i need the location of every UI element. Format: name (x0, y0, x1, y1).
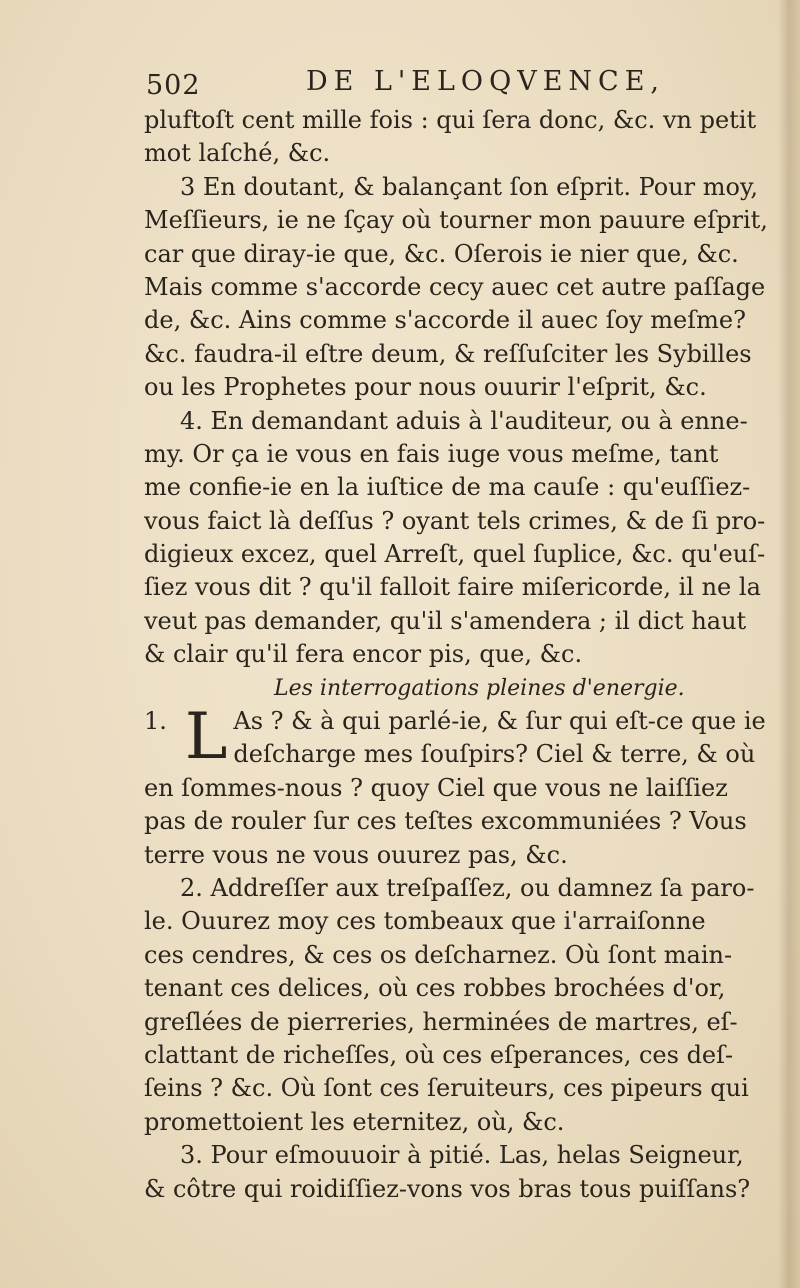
section-heading: Les interrogations pleines d'energie. (274, 675, 685, 701)
text-line: le. Ouurez moy ces tombeaux que i'arraiſonne (144, 907, 706, 936)
drop-cap-letter: L (184, 700, 228, 775)
text-line: mot laſché, &c. (144, 139, 331, 168)
text-line: my. Or ça ie vous en fais iuge vous meſme, tant (144, 439, 719, 468)
text-line: & clair qu'il fera encor pis, que, &c. (144, 640, 583, 669)
text-line: 3 En doutant, & balançant ſon eſprit. Pour moy, (180, 172, 758, 201)
text-line: ſiez vous dit ? qu'il falloit faire miſericorde, il ne la (144, 573, 761, 602)
text-line: clattant de richeſſes, où ces eſperances, ces deſ- (144, 1040, 734, 1069)
text-line: me confie-ie en la iuſtice de ma cauſe : qu'euſſiez- (144, 473, 751, 502)
text-line: 4. En demandant aduis à l'auditeur, ou à enne- (180, 406, 748, 435)
text-line: deſcharge mes ſouſpirs? Ciel & terre, & où (233, 740, 756, 769)
text-line: en ſommes-nous ? quoy Ciel que vous ne laiſſiez (144, 773, 728, 802)
text-line: 3. Pour eſmouuoir à pitié. Las, helas Seigneur, (180, 1141, 744, 1170)
text-line: pas de rouler ſur ces teſtes excommuniées ? Vous (144, 807, 747, 836)
running-title: DE L'ELOQVENCE, (306, 66, 665, 97)
text-line: 2. Addreſſer aux treſpaſſez, ou damnez ſa paro- (180, 874, 755, 902)
text-line: ces cendres, & ces os deſcharnez. Où ſont main- (144, 940, 733, 969)
text-line: Meſſieurs, ie ne ſçay où tourner mon pauure eſprit, (144, 206, 768, 235)
text-line: &c. faudra-il eſtre deum, & reſſuſciter les Sybilles (144, 339, 752, 368)
running-header (146, 66, 706, 104)
text-line: Mais comme s'accorde cecy auec cet autre paſſage (144, 272, 766, 301)
text-line: As ? & à qui parlé-ie, & ſur qui eſt-ce que ie (233, 707, 766, 736)
text-line: pluftoſt cent mille fois : qui ſera donc, &c. vn petit (144, 106, 757, 134)
page-number: 502 (146, 70, 201, 101)
text-line: vous faict là deſſus ? oyant tels crimes, & de ſi pro- (144, 506, 766, 535)
text-line: ſeins ? &c. Où ſont ces ſeruiteurs, ces pipeurs qui (144, 1074, 749, 1103)
text-line: veut pas demander, qu'il s'amendera ; il dict haut (144, 606, 747, 635)
paragraph-number: 1. (144, 707, 167, 736)
text-line: de, &c. Ains comme s'accorde il auec ſoy meſme? (144, 306, 746, 335)
text-line: tenant ces delices, où ces robbes brochées d'or, (144, 974, 726, 1003)
text-line: promettoient les eternitez, où, &c. (144, 1107, 565, 1136)
text-line: greſlées de pierreries, herminées de martres, eſ- (144, 1007, 738, 1036)
text-line: digieux excez, quel Arreſt, quel ſuplice, &c. qu'euſ- (144, 540, 766, 569)
dropcap-paragraph (144, 700, 794, 775)
text-line: ou les Prophetes pour nous ouurir l'eſprit, &c. (144, 373, 707, 402)
text-line: & côtre qui roidiſſiez-vons vos bras tous puiſſans? (144, 1174, 751, 1203)
text-block (144, 104, 794, 1206)
text-line: car que diray-ie que, &c. Oſerois ie nier que, &c. (144, 239, 739, 268)
text-line: terre vous ne vous ouurez pas, &c. (144, 840, 568, 869)
